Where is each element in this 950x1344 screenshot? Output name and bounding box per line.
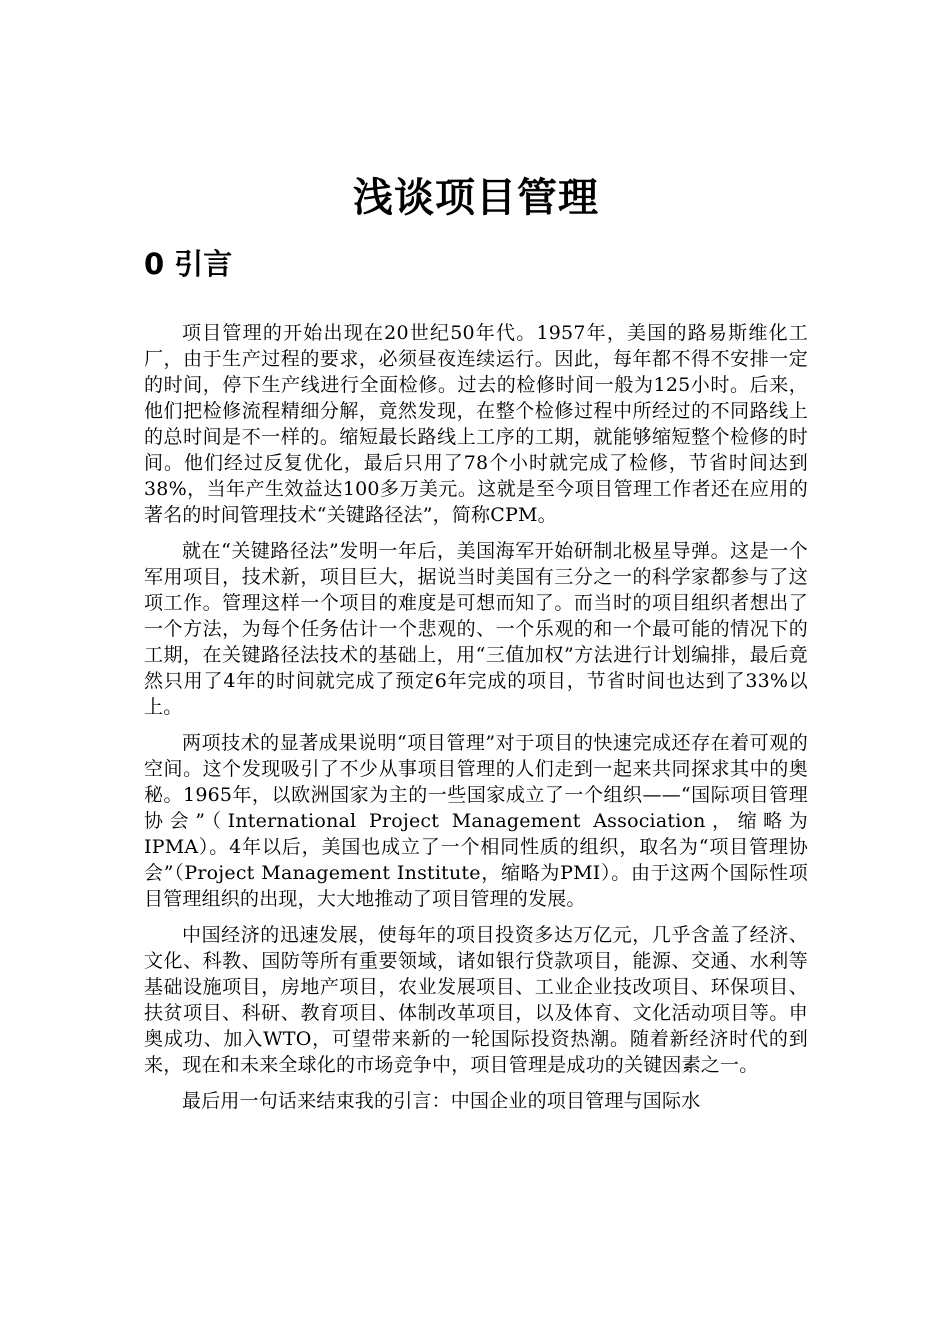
paragraph: 项目管理的开始出现在20世纪50年代。1957年，美国的路易斯维化工厂，由于生产过程的要求，必须昼夜连续运行。因此，每年都不得不安排一定的时间，停下生产线进行全面检修。过去的检修时间一般为125小时。后来，他们把检修流程精细分解，竟然发现，在整个检修过程中所经过的不同路线上的总时间是不一样的。缩短最长路线上工序的工期，就能够缩短整个检修的时间。他们经过反复优化，最后只用了78个小时就完成了检修，节省时间达到38%，当年产生效益达100多万美元。这就是至今项目管理工作者还在应用的著名的时间管理技术“关键路径法”，简称CPM。 [144, 322, 808, 526]
body-text [144, 320, 808, 1124]
paragraph: 两项技术的显著成果说明“项目管理”对于项目的快速完成还存在着可观的空间。这个发现吸引了不少从事项目管理的人们走到一起来共同探求其中的奥秘。1965年，以欧洲国家为主的一些国家成立了一个组织——“国际项目管理协会”（International Project Management Association，缩略为IPMA）。4年以后，美国也成立了一个相同性质的组织，取名为“项目管理协会”（Project Management Institute，缩略为PMI）。由于这两个国际性项目管理组织的出现，大大地推动了项目管理的发展。 [144, 732, 808, 910]
paragraph: 就在“关键路径法”发明一年后，美国海军开始研制北极星导弹。这是一个军用项目，技术新，项目巨大，据说当时美国有三分之一的科学家都参与了这项工作。管理这样一个项目的难度是可想而知了。而当时的项目组织者想出了一个方法，为每个任务估计一个悲观的、一个乐观的和一个最可能的情况下的工期，在关键路径法技术的基础上，用“三值加权”方法进行计划编排，最后竟然只用了4年的时间就完成了预定6年完成的项目，节省时间也达到了33%以上。 [144, 540, 808, 718]
paragraph: 中国经济的迅速发展，使每年的项目投资多达万亿元，几乎含盖了经济、文化、科教、国防等所有重要领域，诸如银行贷款项目，能源、交通、水利等基础设施项目，房地产项目，农业发展项目、工业企业技改项目、环保项目、扶贫项目、科研、教育项目、体制改革项目，以及体育、文化活动项目等。申奥成功、加入WTO，可望带来新的一轮国际投资热潮。随着新经济时代的到来，现在和未来全球化的市场竞争中，项目管理是成功的关键因素之一。 [144, 924, 808, 1076]
document-page [144, 0, 808, 1344]
section-heading: 0 引言 [144, 247, 233, 281]
paragraph: 最后用一句话来结束我的引言：中国企业的项目管理与国际水 [182, 1090, 701, 1112]
document-title: 浅谈项目管理 [353, 175, 599, 221]
